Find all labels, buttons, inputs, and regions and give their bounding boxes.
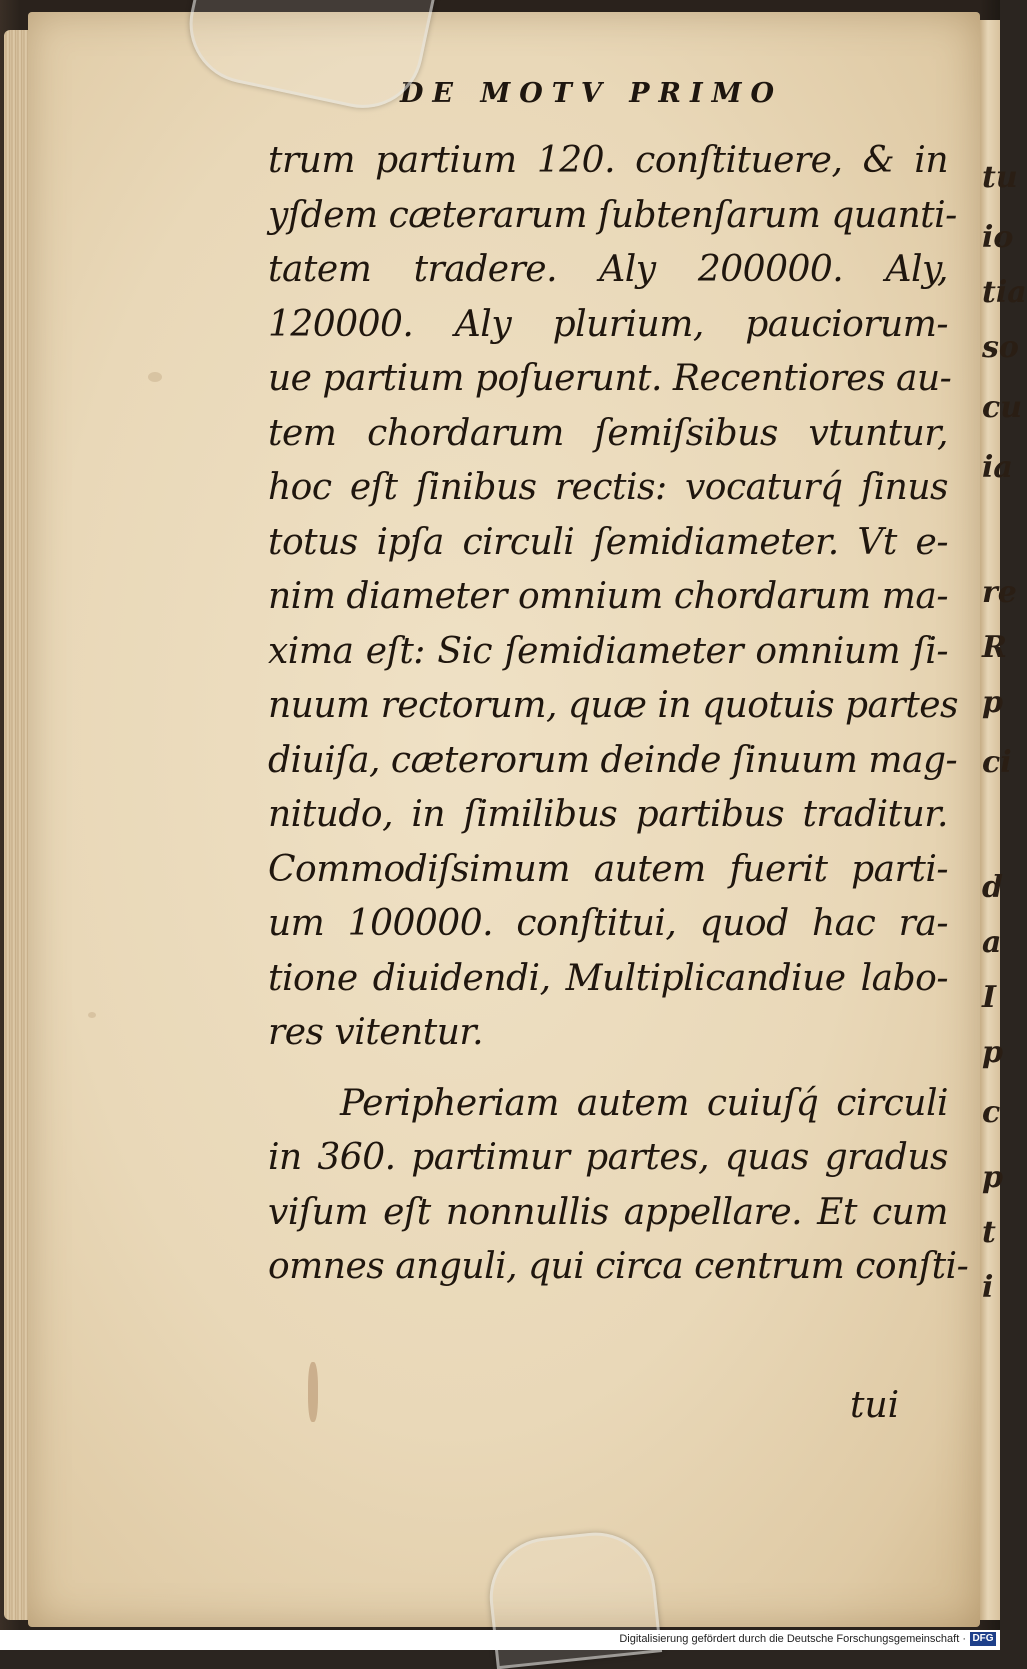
next-page-edge xyxy=(980,20,1027,1620)
next-page-fragment: tu xyxy=(982,160,1018,195)
next-page-fragment: i xyxy=(982,1270,994,1305)
paper-stain xyxy=(308,1362,318,1422)
next-page-fragment: ia xyxy=(982,450,1013,485)
paragraph-gap xyxy=(268,1061,948,1077)
digitization-footer xyxy=(0,1630,1000,1650)
text-line: nuum rectorum, quæ in quotuis partes xyxy=(268,685,958,726)
next-page-fragment: d xyxy=(982,870,1003,905)
text-line: nim diameter omnium chordarum ma- xyxy=(268,576,948,617)
text-line: um 100000. conſtitui, quod hac ra- xyxy=(268,903,948,944)
text-line: Commodiſsimum autem fuerit parti- xyxy=(268,848,948,890)
next-page-fragment: I xyxy=(982,980,997,1015)
text-line: nitudo, in ſimilibus partibus traditur. xyxy=(268,794,948,835)
next-page-fragment: so xyxy=(982,330,1019,365)
text-line: tem chordarum ſemiſsibus vtuntur, xyxy=(268,412,948,454)
text-line: in 360. partimur partes, quas gradus xyxy=(268,1137,948,1178)
next-page-fragment: p xyxy=(982,685,1003,720)
funding-credit: Digitalisierung gefördert durch die Deutsche Forschungsgemeinschaft · xyxy=(619,1633,966,1645)
paper-stain xyxy=(88,1012,96,1018)
next-page-fragment: ci xyxy=(982,745,1012,780)
text-line: yſdem cæterarum ſubtenſarum quanti- xyxy=(268,194,957,236)
text-line: trum partium 120. conſtituere, & in xyxy=(268,140,948,181)
next-page-fragment: a xyxy=(982,925,1002,960)
text-line: Peripheriam autem cuiuſq́ circuli xyxy=(340,1082,948,1124)
text-line: hoc eſt ſinibus rectis: vocaturq́ ſinus xyxy=(268,467,948,508)
next-page-fragment: tia xyxy=(982,275,1027,310)
dfg-logo: DFG xyxy=(970,1632,996,1646)
next-page-fragment: c xyxy=(982,1095,1001,1130)
text-line: res vitentur. xyxy=(268,1012,484,1053)
text-line: viſum eſt nonnullis appellare. Et cum xyxy=(268,1191,948,1233)
next-page-fragment: io xyxy=(982,220,1014,255)
next-page-fragment: p xyxy=(982,1035,1003,1070)
text-line: xima eſt: Sic ſemidiameter omnium ſi- xyxy=(268,630,948,672)
main-text xyxy=(268,134,969,1295)
next-page-fragment: cu xyxy=(982,390,1023,425)
paper-stain xyxy=(148,372,162,382)
text-line: diuiſa, cæterorum deinde ſinuum mag- xyxy=(268,739,958,781)
next-page-fragment: R xyxy=(982,630,1007,665)
text-line: tatem tradere. Aly 200000. Aly, xyxy=(268,249,948,290)
next-page-fragment: t xyxy=(982,1215,996,1250)
text-line: 120000. Aly plurium, pauciorum- xyxy=(268,303,948,345)
next-page-fragment: re xyxy=(982,575,1017,610)
catchword: tui xyxy=(850,1385,900,1426)
running-title: DE MOTV PRIMO xyxy=(400,78,784,109)
next-page-fragment: p xyxy=(982,1160,1003,1195)
text-line: ue partium poſuerunt. Recentiores au- xyxy=(268,358,952,399)
text-line: omnes anguli, qui circa centrum conſti- xyxy=(268,1246,969,1287)
text-line: tione diuidendi, Multiplicandiue labo- xyxy=(268,957,948,999)
text-line: totus ipſa circuli ſemidiameter. Vt e- xyxy=(268,521,948,563)
